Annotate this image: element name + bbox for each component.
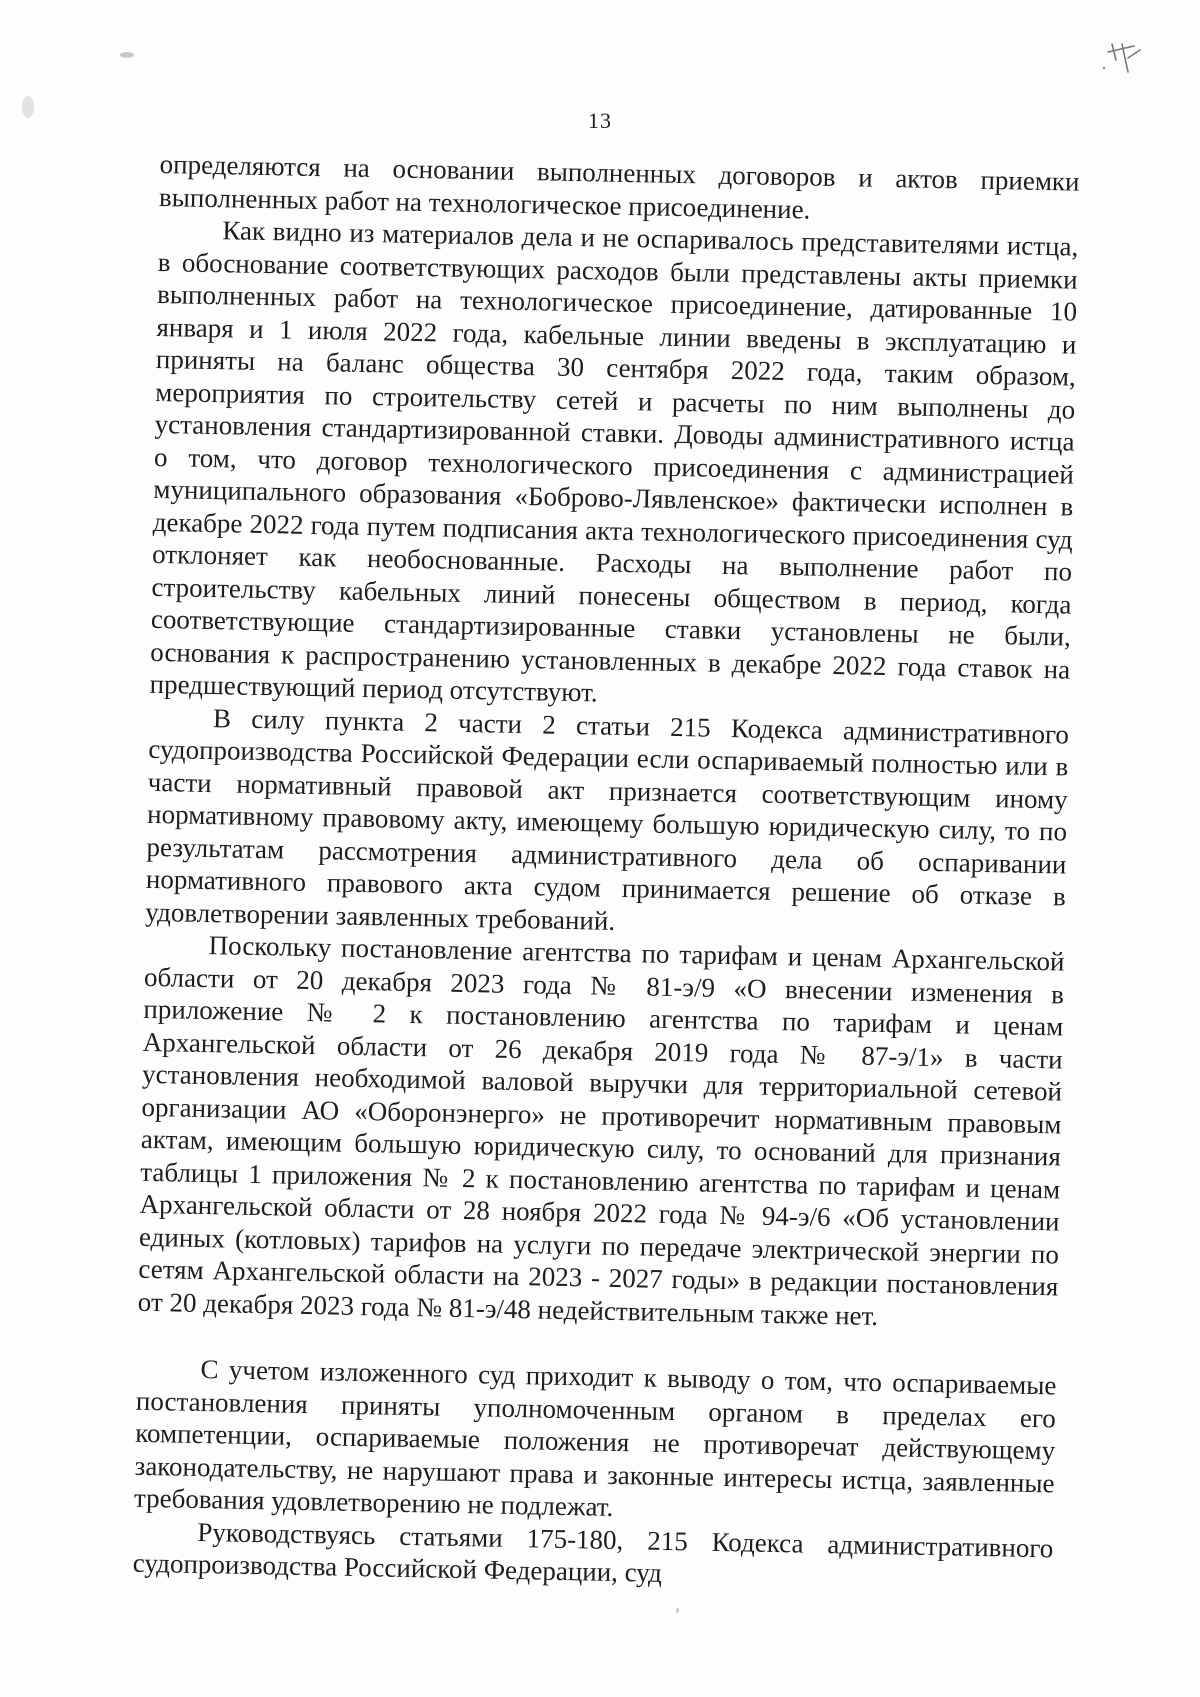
paragraph-case-materials: Как видно из материалов дела и не оспаривалось представителями истца, в обоснование соответствующих расходов были представлены акты приемки выполненных работ на технологическое присоединение, датированные 10 января и 1 июля 2022 года, кабельные линии введены в эксплуатацию и приняты на баланс общества 30 сентября 2022 года, таким образом, мероприятия по строительству сетей и расчеты по ним выполнены до установления стандартизированной ставки. Доводы административного истца о том, что договор технологического присоединения с администрацией муниципального образования «Боброво-Лявленское» фактически исполнен в декабре 2022 года путем подписания акта технологического присоединения суд отклоняет как необоснованные. Расходы на выполнение работ по строительству кабельных линий понесены обществом в период, когда соответствующие стандартизированные ставки установлены не были, основания к распространению установленных в декабре 2022 года ставок на предшествующий период отсутствуют. — [149, 215, 1079, 708]
document-body — [133, 148, 1080, 1597]
paragraph-continuation: определяются на основании выполненных договоров и актов приемки выполненных работ на технологическое присоединение. — [158, 148, 1080, 224]
paragraph-resolution-analysis: Поскольку постановление агентства по тарифам и ценам Архангельской области от 20 декабря 2023 года № 81-э/9 «О внесении изменения в приложение № 2 к постановлению агентства по тарифам и ценам Архангельской области от 26 декабря 2019 года № 87-э/1» в части установления необходимой валовой выручки для территориальной сетевой организации АО «Оборонэнерго» не противоречит нормативным правовым актам, имеющим большую юридическую силу, то оснований для признания таблицы 1 приложения № 2 к постановлению агентства по тарифам и ценам Архангельской области от 28 ноября 2022 года № 94-э/6 «Об установлении единых (котловых) тарифов на услуги по передаче электрической энергии по сетям Архангельской области на 2023 - 2027 годы» в редакции постановления от 20 декабря 2023 года № 81-э/48 недействительным также нет. — [137, 930, 1065, 1331]
paragraph-article-215: В силу пункта 2 части 2 статьи 215 Кодекса административного судопроизводства Российской Федерации если оспариваемый полностью или в части нормативный правовой акт признается соответствующим иному нормативному правовому акту, имеющему большую юридическую силу, то по результатам рассмотрения административного дела об оспаривании нормативного правового акта судом принимается решение об отказе в удовлетворении заявленных требований. — [145, 702, 1070, 936]
scan-speck — [120, 52, 134, 58]
paragraph-conclusion: С учетом изложенного суд приходит к выводу о том, что оспариваемые постановления приняты уполномоченным органом в пределах его компетенции, оспариваемые положения не противоречат действующему законодательству, не нарушают права и законные интересы истца, заявленные требования удовлетворению не подлежат. — [133, 1354, 1057, 1522]
paragraph-guided-by: Руководствуясь статьями 175-180, 215 Кодекса административного судопроизводства Российской Федерации, суд — [132, 1516, 1054, 1588]
handwritten-mark-icon — [1098, 38, 1148, 78]
page-number: 13 — [588, 108, 612, 133]
scan-speck — [676, 1608, 679, 1613]
